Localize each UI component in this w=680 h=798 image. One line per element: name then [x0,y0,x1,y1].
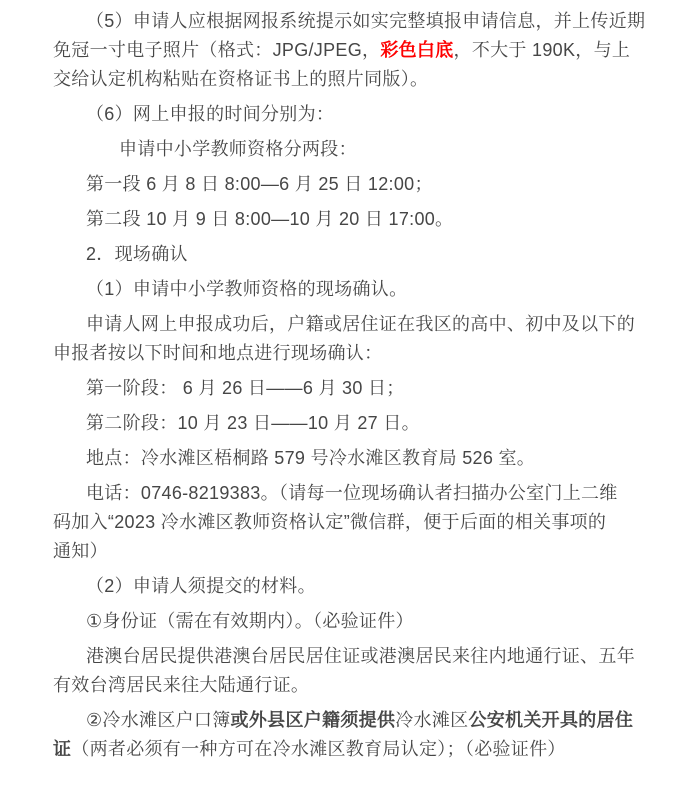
text-line [53,240,660,269]
text-line [53,374,660,403]
text-line [53,706,660,735]
body-text: 港澳台居民提供港澳台居民居住证或港澳居民来往内地通行证、五年 [86,646,635,666]
paragraph [53,100,660,129]
body-text: 电话：0746-8219383。（请每一位现场确认者扫描办公室门上二维 [86,483,618,503]
paragraph [53,479,660,566]
text-line [53,275,660,304]
highlight-red-text: 彩色白底 [380,40,454,60]
body-text: 第一段 6 月 8 日 8:00—6 月 25 日 12:00； [86,174,433,194]
body-text: （1）申请中小学教师资格的现场确认。 [86,279,408,299]
body-text: 第一阶段： 6 月 26 日——6 月 30 日； [86,378,405,398]
text-line [53,671,660,700]
body-text: 交给认定机构粘贴在资格证书上的照片同版）。 [53,69,429,89]
paragraph [53,310,660,368]
body-text: 申请中小学教师资格分两段： [119,139,357,159]
body-text: 第二阶段：10 月 23 日——10 月 27 日。 [86,413,420,433]
paragraph [53,170,660,199]
bold-text: 或外县区户籍须提供 [230,710,396,730]
bold-text: 证 [53,739,72,759]
body-text: （6）网上申报的时间分别为： [86,104,335,124]
paragraph [53,205,660,234]
body-text: （2）申请人须提交的材料。 [86,576,316,596]
text-line [53,409,660,438]
paragraph [53,409,660,438]
paragraph [53,374,660,403]
paragraph [53,607,660,636]
text-line [53,508,660,537]
text-line [53,36,660,65]
body-text: （两者必须有一种方可在冷水滩区教育局认定）；（必验证件） [71,739,566,759]
body-text: 有效台湾居民来往大陆通行证。 [53,675,310,695]
text-line [53,735,660,764]
text-line [53,310,660,339]
paragraph [53,706,660,764]
paragraph [53,572,660,601]
paragraph [53,642,660,700]
body-text: 免冠一寸电子照片（格式：JPG/JPEG， [53,40,381,60]
text-line [53,135,660,164]
body-text: 冷水滩区 [395,710,469,730]
text-line [53,642,660,671]
text-line [53,572,660,601]
paragraph [53,444,660,473]
text-line [53,607,660,636]
body-text: （5）申请人应根据网报系统提示如实完整填报申请信息，并上传近期 [86,11,646,31]
body-text: 地点：冷水滩区梧桐路 579 号冷水滩区教育局 526 室。 [86,448,536,468]
body-text: 2．现场确认 [86,244,188,264]
bold-text: 公安机关开具的居住 [468,710,634,730]
text-line [53,7,660,36]
text-line [53,205,660,234]
paragraph [53,135,660,164]
text-line [53,537,660,566]
text-line [53,444,660,473]
text-line [53,65,660,94]
text-line [53,339,660,368]
body-text: ，不大于 190K，与上 [453,40,631,60]
body-text: 码加入“2023 冷水滩区教师资格认定”微信群，便于后面的相关事项的 [53,512,607,532]
paragraph [53,7,660,94]
paragraph [53,240,660,269]
body-text: 申请人网上申报成功后，户籍或居住证在我区的高中、初中及以下的 [86,314,635,334]
body-text: 第二段 10 月 9 日 8:00—10 月 20 日 17:00。 [86,209,454,229]
body-text: 通知） [53,541,108,561]
text-line [53,479,660,508]
body-text: ②冷水滩区户口簿 [86,710,231,730]
text-line [53,100,660,129]
body-text: 申报者按以下时间和地点进行现场确认： [53,343,383,363]
paragraph [53,275,660,304]
body-text: ①身份证（需在有效期内）。（必验证件） [86,611,414,631]
text-line [53,170,660,199]
